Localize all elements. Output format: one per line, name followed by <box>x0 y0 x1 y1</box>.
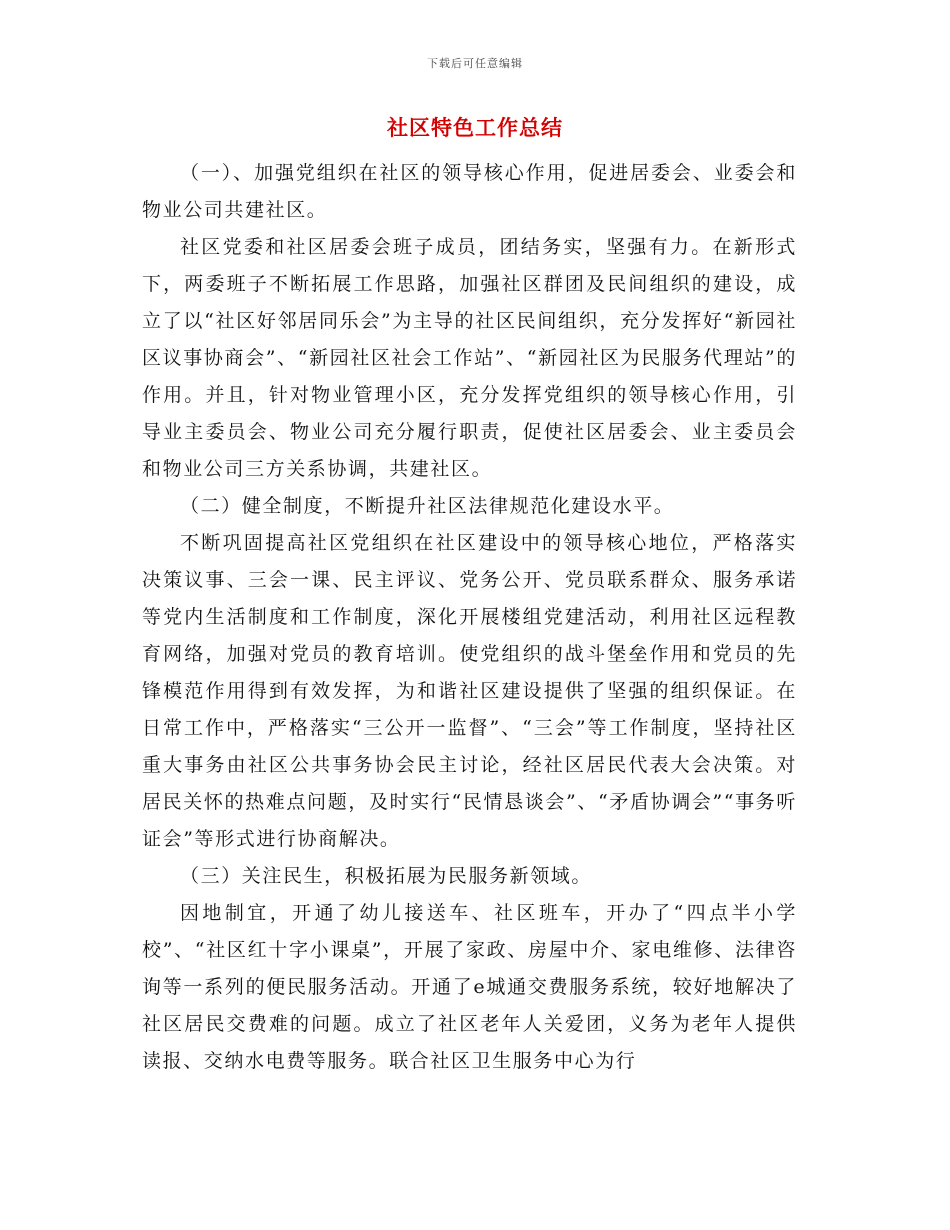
section-1-heading: （一）、加强党组织在社区的领导核心作用，促进居委会、业委会和物业公司共建社区。 <box>142 162 797 221</box>
section-3-heading: （三）关注民生，积极拓展为民服务新领域。 <box>180 865 593 887</box>
section-3-paragraph: 因地制宜，开通了幼儿接送车、社区班车，开办了“四点半小学校”、“社区红十字小课桌”，开展了家政、房屋中介、家电维修、法律咨询等一系列的便民服务活动。开通了e城通交费服务系统，较好地解决了社区居民交费难的问题。成立了社区老年人关爱团，义务为老年人提供读报、交纳水电费等服务。联合社区卫生服务中心为行 <box>142 902 797 1072</box>
document-body <box>142 155 797 1080</box>
section-2-paragraph: 不断巩固提高社区党组织在社区建设中的领导核心地位，严格落实决策议事、三会一课、民主评议、党务公开、党员联系群众、服务承诺等党内生活制度和工作制度，深化开展楼组党建活动，利用社区远程教育网络，加强对党员的教育培训。使党组织的战斗堡垒作用和党员的先锋模范作用得到有效发挥，为和谐社区建设提供了坚强的组织保证。在日常工作中，严格落实“三公开一监督”、“三会”等工作制度，坚持社区重大事务由社区公共事务协会民主讨论，经社区居民代表大会决策。对居民关怀的热难点问题，及时实行“民情恳谈会”、“矛盾协调会”“事务听证会”等形式进行协商解决。 <box>142 532 797 850</box>
section-1-paragraph: 社区党委和社区居委会班子成员，团结务实，坚强有力。在新形式下，两委班子不断拓展工作思路，加强社区群团及民间组织的建设，成立了以“社区好邻居同乐会”为主导的社区民间组织，充分发挥好“新园社区议事协商会”、“新园社区社会工作站”、“新园社区为民服务代理站”的作用。并且，针对物业管理小区，充分发挥党组织的领导核心作用，引导业主委员会、物业公司充分履行职责，促使社区居委会、业主委员会和物业公司三方关系协调，共建社区。 <box>142 236 797 480</box>
document-title: 社区特色工作总结 <box>387 116 563 140</box>
section-2-heading: （二）健全制度，不断提升社区法律规范化建设水平。 <box>180 495 675 517</box>
page-header-note: 下载后可任意编辑 <box>427 57 523 70</box>
